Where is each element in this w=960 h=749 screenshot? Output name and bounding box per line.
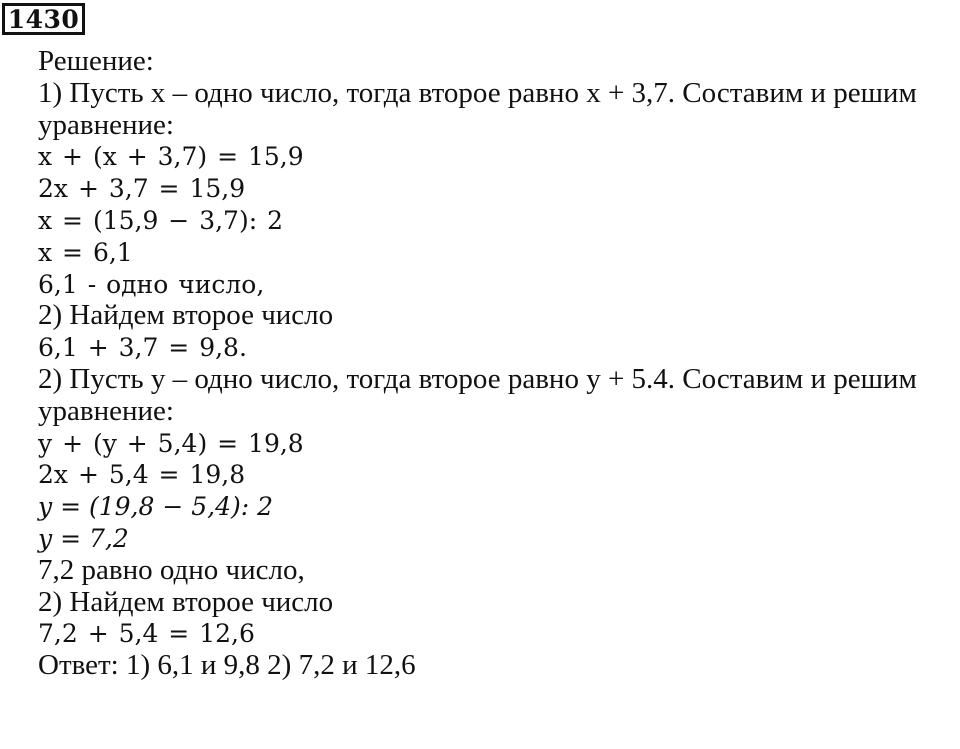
solution-line: x = (15,9 − 3,7): 2 xyxy=(38,205,283,235)
solution-line: 2) Пусть у – одно число, тогда второе равно у + 5.4. Составим и решим xyxy=(38,362,917,395)
solution-line: y = (19,8 − 5,4): 2 xyxy=(38,492,274,522)
solution-line: 2x + 3,7 = 15,9 xyxy=(38,174,246,204)
solution-line: y + (y + 5,4) = 19,8 xyxy=(38,428,304,458)
solution-line: 1) Пусть х – одно число, тогда второе равно х + 3,7. Составим и решим xyxy=(38,76,917,109)
solution-line: 6,1 - одно число, xyxy=(38,269,265,299)
solution-line: x = 6,1 xyxy=(38,237,133,267)
solution-line: 7,2 + 5,4 = 12,6 xyxy=(38,619,255,649)
task-number: 1430 xyxy=(7,4,80,34)
task-number-box xyxy=(2,3,85,35)
solution-line: 2) Найдем второе число xyxy=(38,585,334,618)
solution-line: x + (x + 3,7) = 15,9 xyxy=(38,142,304,172)
solution-line: Решение: xyxy=(38,45,154,77)
solution-line: уравнение: xyxy=(38,394,174,427)
solution-line: 7,2 равно одно число, xyxy=(38,553,305,586)
solution-line: 2x + 5,4 = 19,8 xyxy=(38,460,246,490)
solution-text xyxy=(38,46,917,682)
solution-line: уравнение: xyxy=(38,108,174,141)
solution-line: 2) Найдем второе число xyxy=(38,299,334,332)
solution-line: y = 7,2 xyxy=(38,523,129,553)
solution-line: 6,1 + 3,7 = 9,8. xyxy=(38,333,247,363)
solution-line: Ответ: 1) 6,1 и 9,8 2) 7,2 и 12,6 xyxy=(38,649,416,682)
